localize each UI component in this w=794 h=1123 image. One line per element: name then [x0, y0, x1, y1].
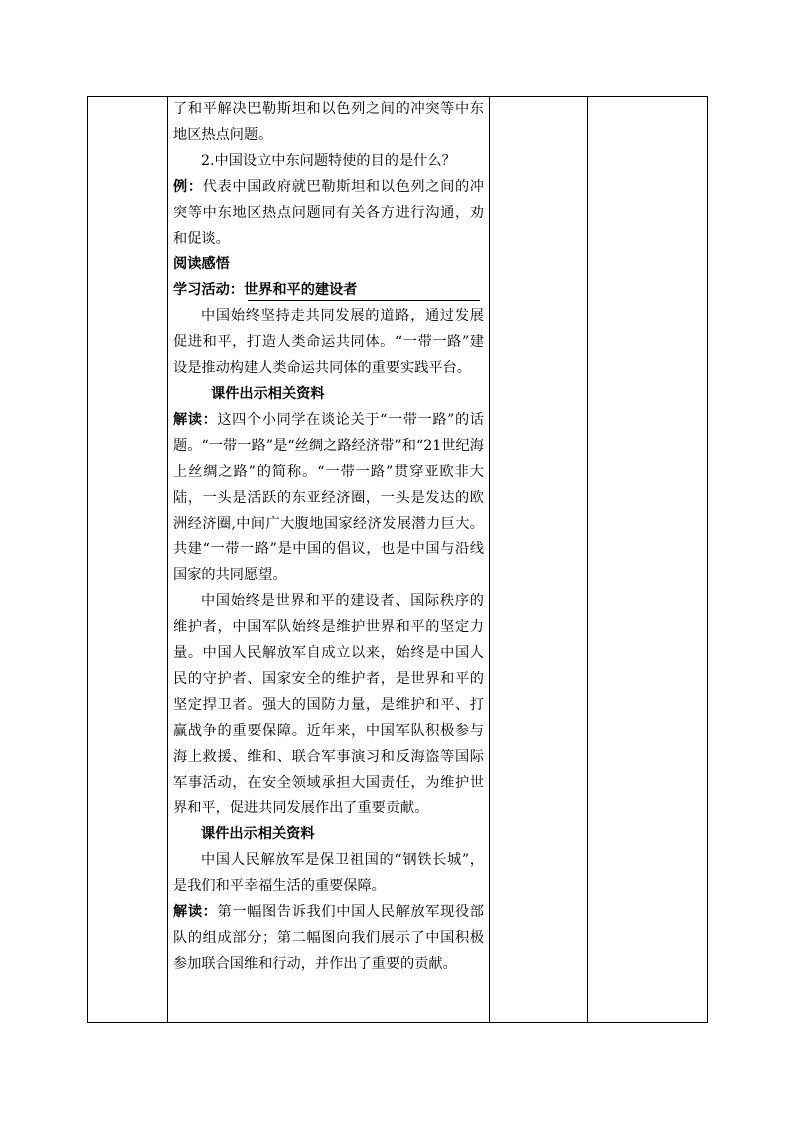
interpretation-1 [173, 408, 484, 589]
table-row [88, 97, 708, 1023]
paragraph-pla: 中国人民解放军是保卫祖国的“钢铁长城”，是我们和平幸福生活的重要保障。 [173, 852, 484, 895]
activity-title: 世界和平的建设者 [243, 282, 358, 299]
activity-label: 学习活动： [173, 282, 244, 299]
material-heading-1: 课件出示相关资料 [211, 385, 325, 402]
interpretation-label-1: 解读： [173, 411, 218, 428]
lesson-table [87, 96, 708, 1023]
table-cell-left [88, 97, 168, 1023]
table-cell-content [168, 97, 490, 1023]
example-text: 代表中国政府就巴勒斯坦和以色列之间的冲突等中东地区热点问题同有关各方进行沟通，劝和促谈。 [173, 178, 484, 247]
paragraph-army: 中国始终是世界和平的建设者、国际秩序的维护者，中国军队始终是维护世界和平的坚定力量。中国人民解放军自成立以来，始终是中国人民的守护者、国家安全的维护者，是世界和平的坚定捍卫者。强大的国防力量，是维护和平、打赢战争的重要保障。近年来，中国军队积极参与海上救援、维和、联合军事演习和反海盗等国际军事活动，在安全领域承担大国责任，为维护世界和平，促进共同发展作出了重要贡献。 [173, 593, 484, 817]
table-cell-third [490, 97, 588, 1023]
activity-heading [173, 278, 484, 304]
interpretation-2 [173, 900, 484, 978]
material-heading-2: 课件出示相关资料 [201, 826, 315, 843]
table-cell-fourth [588, 97, 708, 1023]
interpretation-text-1: 这四个小同学在谈论关于“一带一路”的话题。“一带一路”是“丝绸之路经济带”和“21世纪海上丝绸之路”的简称。“一带一路”贯穿亚欧非大陆，一头是活跃的东亚经济圈，一头是发达的欧洲经济圈,中间广大腹地国家经济发展潜力巨大。共建“一带一路”是中国的倡议，也是中国与沿线国家的共同愿望。 [173, 411, 484, 584]
example-label: 例： [173, 178, 203, 195]
question-2: 2.中国设立中东问题特使的目的是什么？ [201, 152, 456, 169]
paragraph-conflict: 了和平解决巴勒斯坦和以色列之间的冲突等中东地区热点问题。 [173, 101, 484, 143]
interpretation-text-2: 第一幅图告诉我们中国人民解放军现役部队的组成部分；第二幅图向我们展示了中国积极参加联合国维和行动，并作出了重要的贡献。 [173, 904, 484, 972]
interpretation-label-2: 解读： [173, 904, 218, 921]
paragraph-belt-road: 中国始终坚持走共同发展的道路，通过发展促进和平，打造人类命运共同体。“一带一路”建设是推动构建人类命运共同体的重要实践平台。 [173, 308, 484, 377]
example-answer [173, 175, 484, 253]
reading-heading: 阅读感悟 [173, 256, 230, 273]
activity-underline [248, 300, 480, 301]
